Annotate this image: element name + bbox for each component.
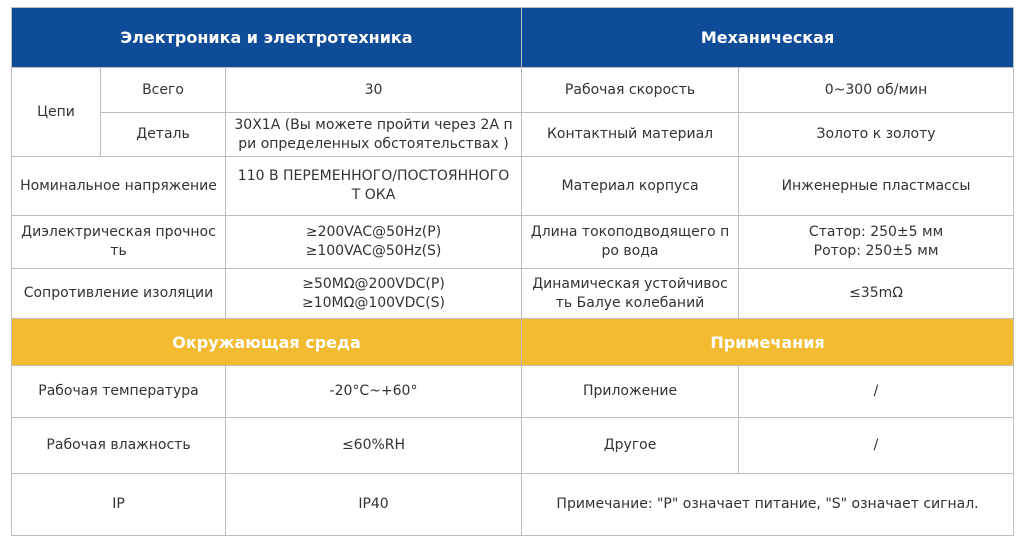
detail-value: 30X1A (Вы можете пройти через 2A при определенных обстоятельствах ) <box>226 113 522 157</box>
humidity-value: ≤60%RH <box>226 418 522 474</box>
dielectric-value-s: ≥100VAC@50Hz(S) <box>305 243 442 259</box>
temperature-value: -20°C~+60° <box>226 366 522 418</box>
spec-table <box>11 7 1014 536</box>
dielectric-value <box>226 216 522 269</box>
humidity-label: Рабочая влажность <box>12 418 226 474</box>
housing-label: Материал корпуса <box>522 157 739 216</box>
temperature-label: Рабочая температура <box>12 366 226 418</box>
other-value: / <box>739 418 1014 474</box>
header-electronics: Электроника и электротехника <box>12 8 522 68</box>
application-value: / <box>739 366 1014 418</box>
insulation-value-s: ≥10MΩ@100VDC(S) <box>302 294 446 311</box>
dynamic-label: Динамическая устойчивость Балуе колебаний <box>522 269 739 319</box>
detail-label: Деталь <box>101 113 226 157</box>
header-notes: Примечания <box>522 319 1014 366</box>
lead-length-value <box>739 216 1014 269</box>
remark: Примечание: "P" означает питание, "S" означает сигнал. <box>522 474 1014 536</box>
lead-length-stator: Статор: 250±5 мм <box>808 224 944 240</box>
dielectric-label: Диэлектрическая прочность <box>12 216 226 269</box>
voltage-value: 110 В ПЕРЕМЕННОГО/ПОСТОЯННОГО Т ОКА <box>226 157 522 216</box>
speed-value: 0~300 об/мин <box>739 68 1014 113</box>
circuits-label: Цепи <box>12 68 101 157</box>
dynamic-value: ≤35mΩ <box>739 269 1014 319</box>
lead-length-rotor: Ротор: 250±5 мм <box>813 243 939 259</box>
ip-label: IP <box>12 474 226 536</box>
lead-length-label: Длина токоподводящего про вода <box>522 216 739 269</box>
application-label: Приложение <box>522 366 739 418</box>
other-label: Другое <box>522 418 739 474</box>
dielectric-value-p: ≥200VAC@50Hz(P) <box>305 224 442 240</box>
voltage-label: Номинальное напряжение <box>12 157 226 216</box>
speed-label: Рабочая скорость <box>522 68 739 113</box>
header-environment: Окружающая среда <box>12 319 522 366</box>
contact-value: Золото к золоту <box>739 113 1014 157</box>
total-value: 30 <box>226 68 522 113</box>
total-label: Всего <box>101 68 226 113</box>
contact-label: Контактный материал <box>522 113 739 157</box>
insulation-label: Сопротивление изоляции <box>12 269 226 319</box>
housing-value: Инженерные пластмассы <box>739 157 1014 216</box>
insulation-value <box>226 269 522 319</box>
insulation-value-p: ≥50MΩ@200VDC(P) <box>302 275 445 292</box>
header-mechanical: Механическая <box>522 8 1014 68</box>
ip-value: IP40 <box>226 474 522 536</box>
